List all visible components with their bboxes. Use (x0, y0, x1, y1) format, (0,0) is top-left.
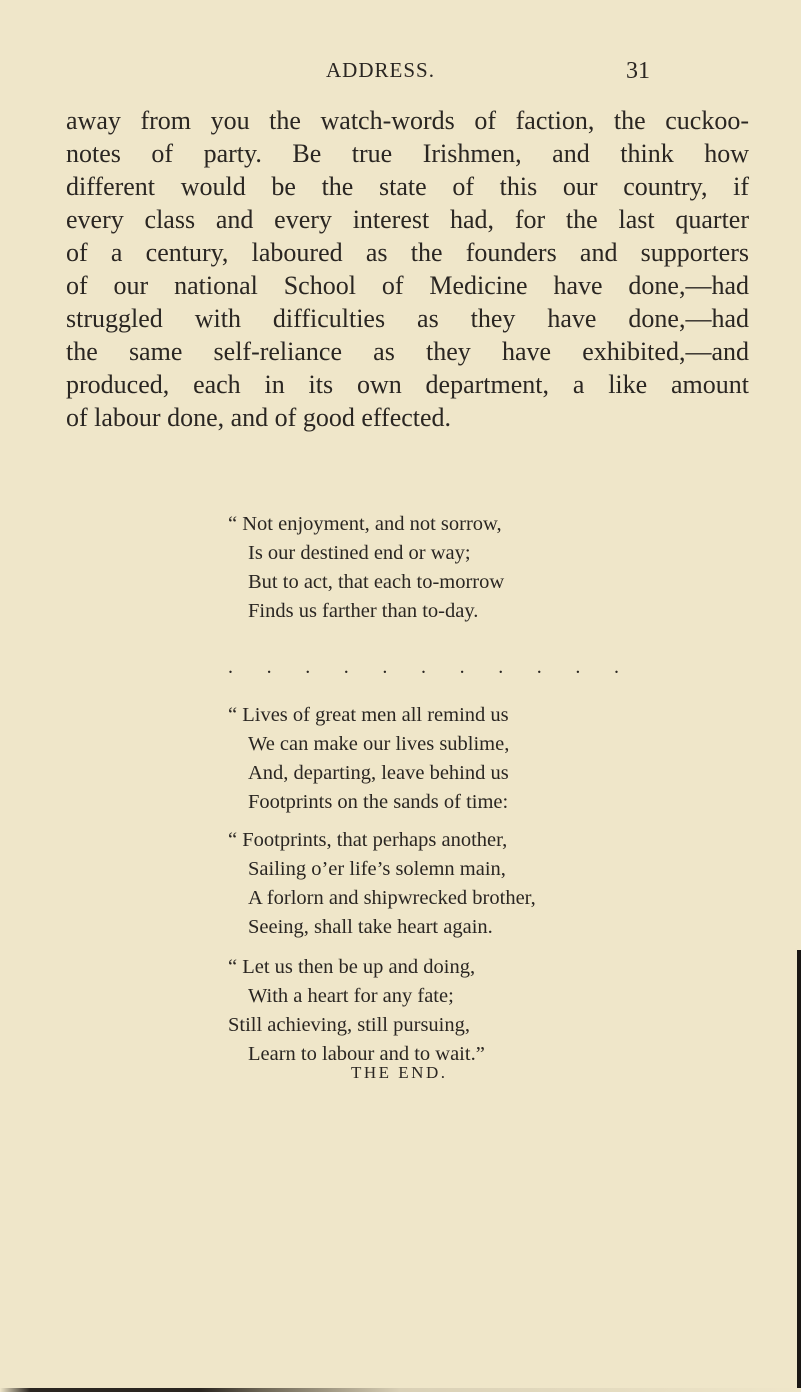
prose-line: away from you the watch-words of faction, the cuckoo- (66, 106, 749, 135)
prose-line: of a century, laboured as the founders and supporters (66, 238, 749, 267)
prose-paragraph (66, 104, 749, 434)
page-bottom-edge (0, 1388, 801, 1392)
verse-line: “ Not enjoyment, and not sorrow, (228, 513, 502, 535)
prose-line: produced, each in its own department, a like amount (66, 370, 749, 399)
page-edge-shadow (797, 950, 801, 1392)
prose-line: of our national School of Medicine have done,—had (66, 271, 749, 300)
prose-line: notes of party. Be true Irishmen, and think how (66, 139, 749, 168)
running-head: ADDRESS. (326, 58, 435, 82)
verse-line: Finds us farther than to-day. (248, 600, 479, 622)
prose-line: the same self-reliance as they have exhibited,—and (66, 337, 749, 366)
verse-line: Still achieving, still pursuing, (228, 1014, 471, 1036)
verse-line: We can make our lives sublime, (248, 733, 510, 755)
verse-line: Footprints on the sands of time: (248, 791, 509, 813)
page-header (0, 58, 801, 88)
verse-line: And, departing, leave behind us (248, 762, 509, 784)
prose-line: different would be the state of this our country, if (66, 172, 749, 201)
page-number: 31 (626, 58, 650, 84)
prose-line: every class and every interest had, for the last quarter (66, 205, 749, 234)
verse-line: Learn to labour and to wait.” (248, 1043, 485, 1065)
the-end-label: THE END. (351, 1063, 448, 1082)
prose-line: struggled with difficulties as they have done,—had (66, 304, 749, 333)
verse-line: “ Let us then be up and doing, (228, 956, 476, 978)
verse-line: “ Footprints, that perhaps another, (228, 829, 508, 851)
ellipsis-separator: . . . . . . . . . . . (228, 656, 634, 678)
verse-line: “ Lives of great men all remind us (228, 704, 509, 726)
prose-line: of labour done, and of good effected. (66, 403, 452, 432)
verse-line: With a heart for any fate; (248, 985, 454, 1007)
verse-line: Is our destined end or way; (248, 542, 471, 564)
verse-line: Seeing, shall take heart again. (248, 916, 493, 938)
verse-line: Sailing o’er life’s solemn main, (248, 858, 506, 880)
verse-line: But to act, that each to-morrow (248, 571, 505, 593)
verse-line: A forlorn and shipwrecked brother, (248, 887, 536, 909)
